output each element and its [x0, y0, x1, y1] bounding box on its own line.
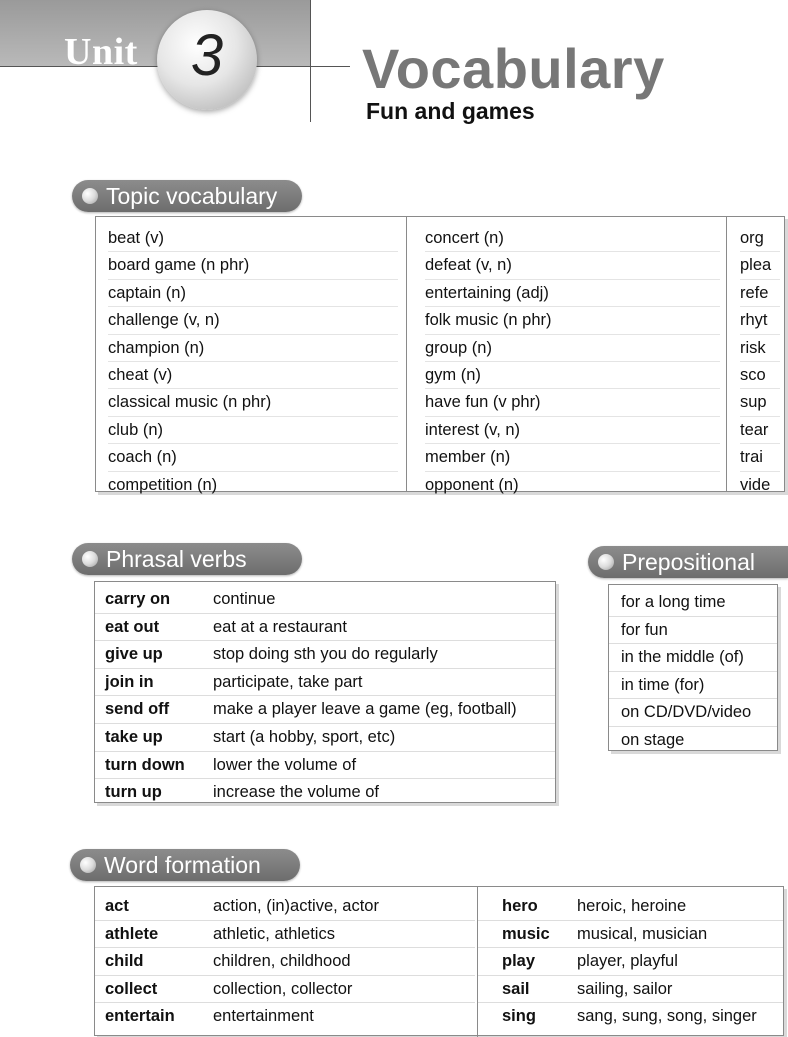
vocab-item: coach (n): [108, 444, 398, 471]
prepositional-heading: [588, 546, 788, 578]
table-row: [609, 589, 777, 617]
derived-words: athletic, athletics: [213, 924, 335, 943]
table-row: [478, 976, 783, 1004]
vocab-item: folk music (n phr): [425, 307, 720, 334]
vocab-item: risk: [740, 335, 780, 362]
vocab-item: member (n): [425, 444, 720, 471]
table-row: [95, 669, 555, 697]
base-word: collect: [105, 979, 158, 998]
phrasal-verbs-heading: [72, 543, 302, 575]
vocab-item: cheat (v): [108, 362, 398, 389]
phrasal-definition: lower the volume of: [213, 755, 357, 774]
derived-words: entertainment: [213, 1007, 314, 1026]
derived-words: player, playful: [577, 952, 678, 971]
word-formation-table: [94, 886, 784, 1036]
bullet-icon: [82, 551, 98, 567]
vocab-item: board game (n phr): [108, 252, 398, 279]
vocab-item: have fun (v phr): [425, 389, 720, 416]
page-subtitle: Fun and games: [366, 98, 535, 124]
base-word: hero: [502, 897, 538, 915]
derived-words: musical, musician: [577, 924, 708, 943]
table-row: [95, 586, 555, 614]
phrasal-list: [95, 586, 555, 806]
derived-words: collection, collector: [213, 979, 353, 998]
column-divider: [726, 217, 727, 491]
phrasal-definition: stop doing sth you do regularly: [213, 645, 438, 664]
phrasal-definition: start (a hobby, sport, etc): [213, 727, 396, 746]
table-row: [478, 921, 783, 949]
derived-words: children, childhood: [213, 952, 351, 971]
vocab-item: gym (n): [425, 362, 720, 389]
vocab-item: interest (v, n): [425, 417, 720, 444]
vocab-item: sup: [740, 389, 780, 416]
vocab-item: competition (n): [108, 475, 218, 494]
unit-label: Unit: [64, 31, 138, 73]
phrasal-definition: participate, take part: [213, 672, 363, 691]
table-row: [95, 724, 555, 752]
vocab-item: tear: [740, 417, 780, 444]
header-band: [0, 0, 310, 66]
vocab-item: plea: [740, 252, 780, 279]
word-formation-left: [95, 893, 475, 1030]
base-word: entertain: [105, 1007, 175, 1026]
base-word: sail: [502, 979, 530, 998]
vocab-item: club (n): [108, 417, 398, 444]
table-row: [95, 696, 555, 724]
base-word: music: [502, 924, 550, 943]
table-row: [95, 641, 555, 669]
phrasal-term: carry on: [105, 590, 171, 608]
prepositional-phrase: for fun: [621, 620, 668, 639]
prepositional-table: [608, 584, 778, 751]
table-row: [95, 921, 475, 949]
section-title: Word formation: [104, 851, 261, 878]
prepositional-phrase: on stage: [621, 730, 685, 749]
phrasal-term: give up: [105, 645, 163, 664]
phrasal-definition: increase the volume of: [213, 783, 380, 802]
topic-column-1: [108, 225, 398, 498]
table-row: [95, 752, 555, 780]
derived-words: sailing, sailor: [577, 979, 673, 998]
derived-words: heroic, heroine: [577, 897, 687, 915]
phrasal-definition: make a player leave a game (eg, football): [213, 700, 517, 719]
vocab-item: rhyt: [740, 307, 780, 334]
vocab-item: org: [740, 225, 780, 252]
vocab-item: classical music (n phr): [108, 389, 398, 416]
topic-column-2: [425, 225, 720, 498]
phrasal-term: turn up: [105, 783, 162, 802]
table-row: [95, 1003, 475, 1030]
vocab-item: sco: [740, 362, 780, 389]
vocab-item: captain (n): [108, 280, 398, 307]
page-title: Vocabulary: [362, 37, 665, 100]
prepositional-phrase: on CD/DVD/video: [621, 703, 752, 722]
topic-vocabulary-table: [95, 216, 785, 492]
table-row: [609, 617, 777, 645]
phrasal-term: turn down: [105, 755, 185, 774]
phrasal-verbs-table: [94, 581, 556, 803]
vocab-item: beat (v): [108, 225, 398, 252]
vocab-item: champion (n): [108, 335, 398, 362]
section-title: Prepositional: [622, 548, 755, 575]
header-divider: [310, 0, 311, 122]
unit-badge: [157, 10, 257, 110]
table-row: [609, 644, 777, 672]
table-row: [609, 727, 777, 754]
table-row: [95, 948, 475, 976]
phrasal-term: take up: [105, 727, 163, 746]
phrasal-definition: continue: [213, 590, 276, 608]
prepositional-phrase: for a long time: [621, 593, 726, 611]
bullet-icon: [82, 188, 98, 204]
base-word: act: [105, 897, 129, 915]
table-row: [609, 672, 777, 700]
phrasal-definition: eat at a restaurant: [213, 617, 347, 636]
column-divider: [406, 217, 407, 491]
vocab-item: opponent (n): [425, 475, 519, 494]
base-word: athlete: [105, 924, 159, 943]
table-row: [95, 893, 475, 921]
word-formation-heading: [70, 849, 300, 881]
topic-column-3: [740, 225, 780, 498]
bullet-icon: [80, 857, 96, 873]
prepositional-phrase: in time (for): [621, 675, 705, 694]
base-word: child: [105, 952, 144, 971]
vocab-item: refe: [740, 280, 780, 307]
table-row: [478, 948, 783, 976]
table-row: [478, 1003, 783, 1030]
vocab-item: challenge (v, n): [108, 307, 398, 334]
phrasal-term: join in: [105, 672, 154, 691]
bullet-icon: [598, 554, 614, 570]
phrasal-term: send off: [105, 700, 170, 719]
base-word: sing: [502, 1007, 536, 1026]
table-row: [478, 893, 783, 921]
vocab-item: concert (n): [425, 225, 720, 252]
derived-words: sang, sung, song, singer: [577, 1007, 757, 1026]
vocab-item: vide: [740, 475, 771, 494]
section-title: Phrasal verbs: [106, 545, 247, 572]
unit-number: 3: [190, 23, 224, 88]
word-formation-right: [478, 893, 783, 1030]
section-title: Topic vocabulary: [106, 182, 278, 209]
vocab-item: entertaining (adj): [425, 280, 720, 307]
table-row: [609, 699, 777, 727]
derived-words: action, (in)active, actor: [213, 897, 379, 915]
base-word: play: [502, 952, 536, 971]
table-row: [95, 976, 475, 1004]
prepositional-phrase: in the middle (of): [621, 648, 744, 667]
topic-vocabulary-heading: [72, 180, 302, 212]
phrasal-term: eat out: [105, 617, 160, 636]
table-row: [95, 614, 555, 642]
vocab-item: defeat (v, n): [425, 252, 720, 279]
table-row: [95, 779, 555, 806]
vocab-item: trai: [740, 444, 780, 471]
prepositional-list: [609, 589, 777, 754]
vocab-item: group (n): [425, 335, 720, 362]
